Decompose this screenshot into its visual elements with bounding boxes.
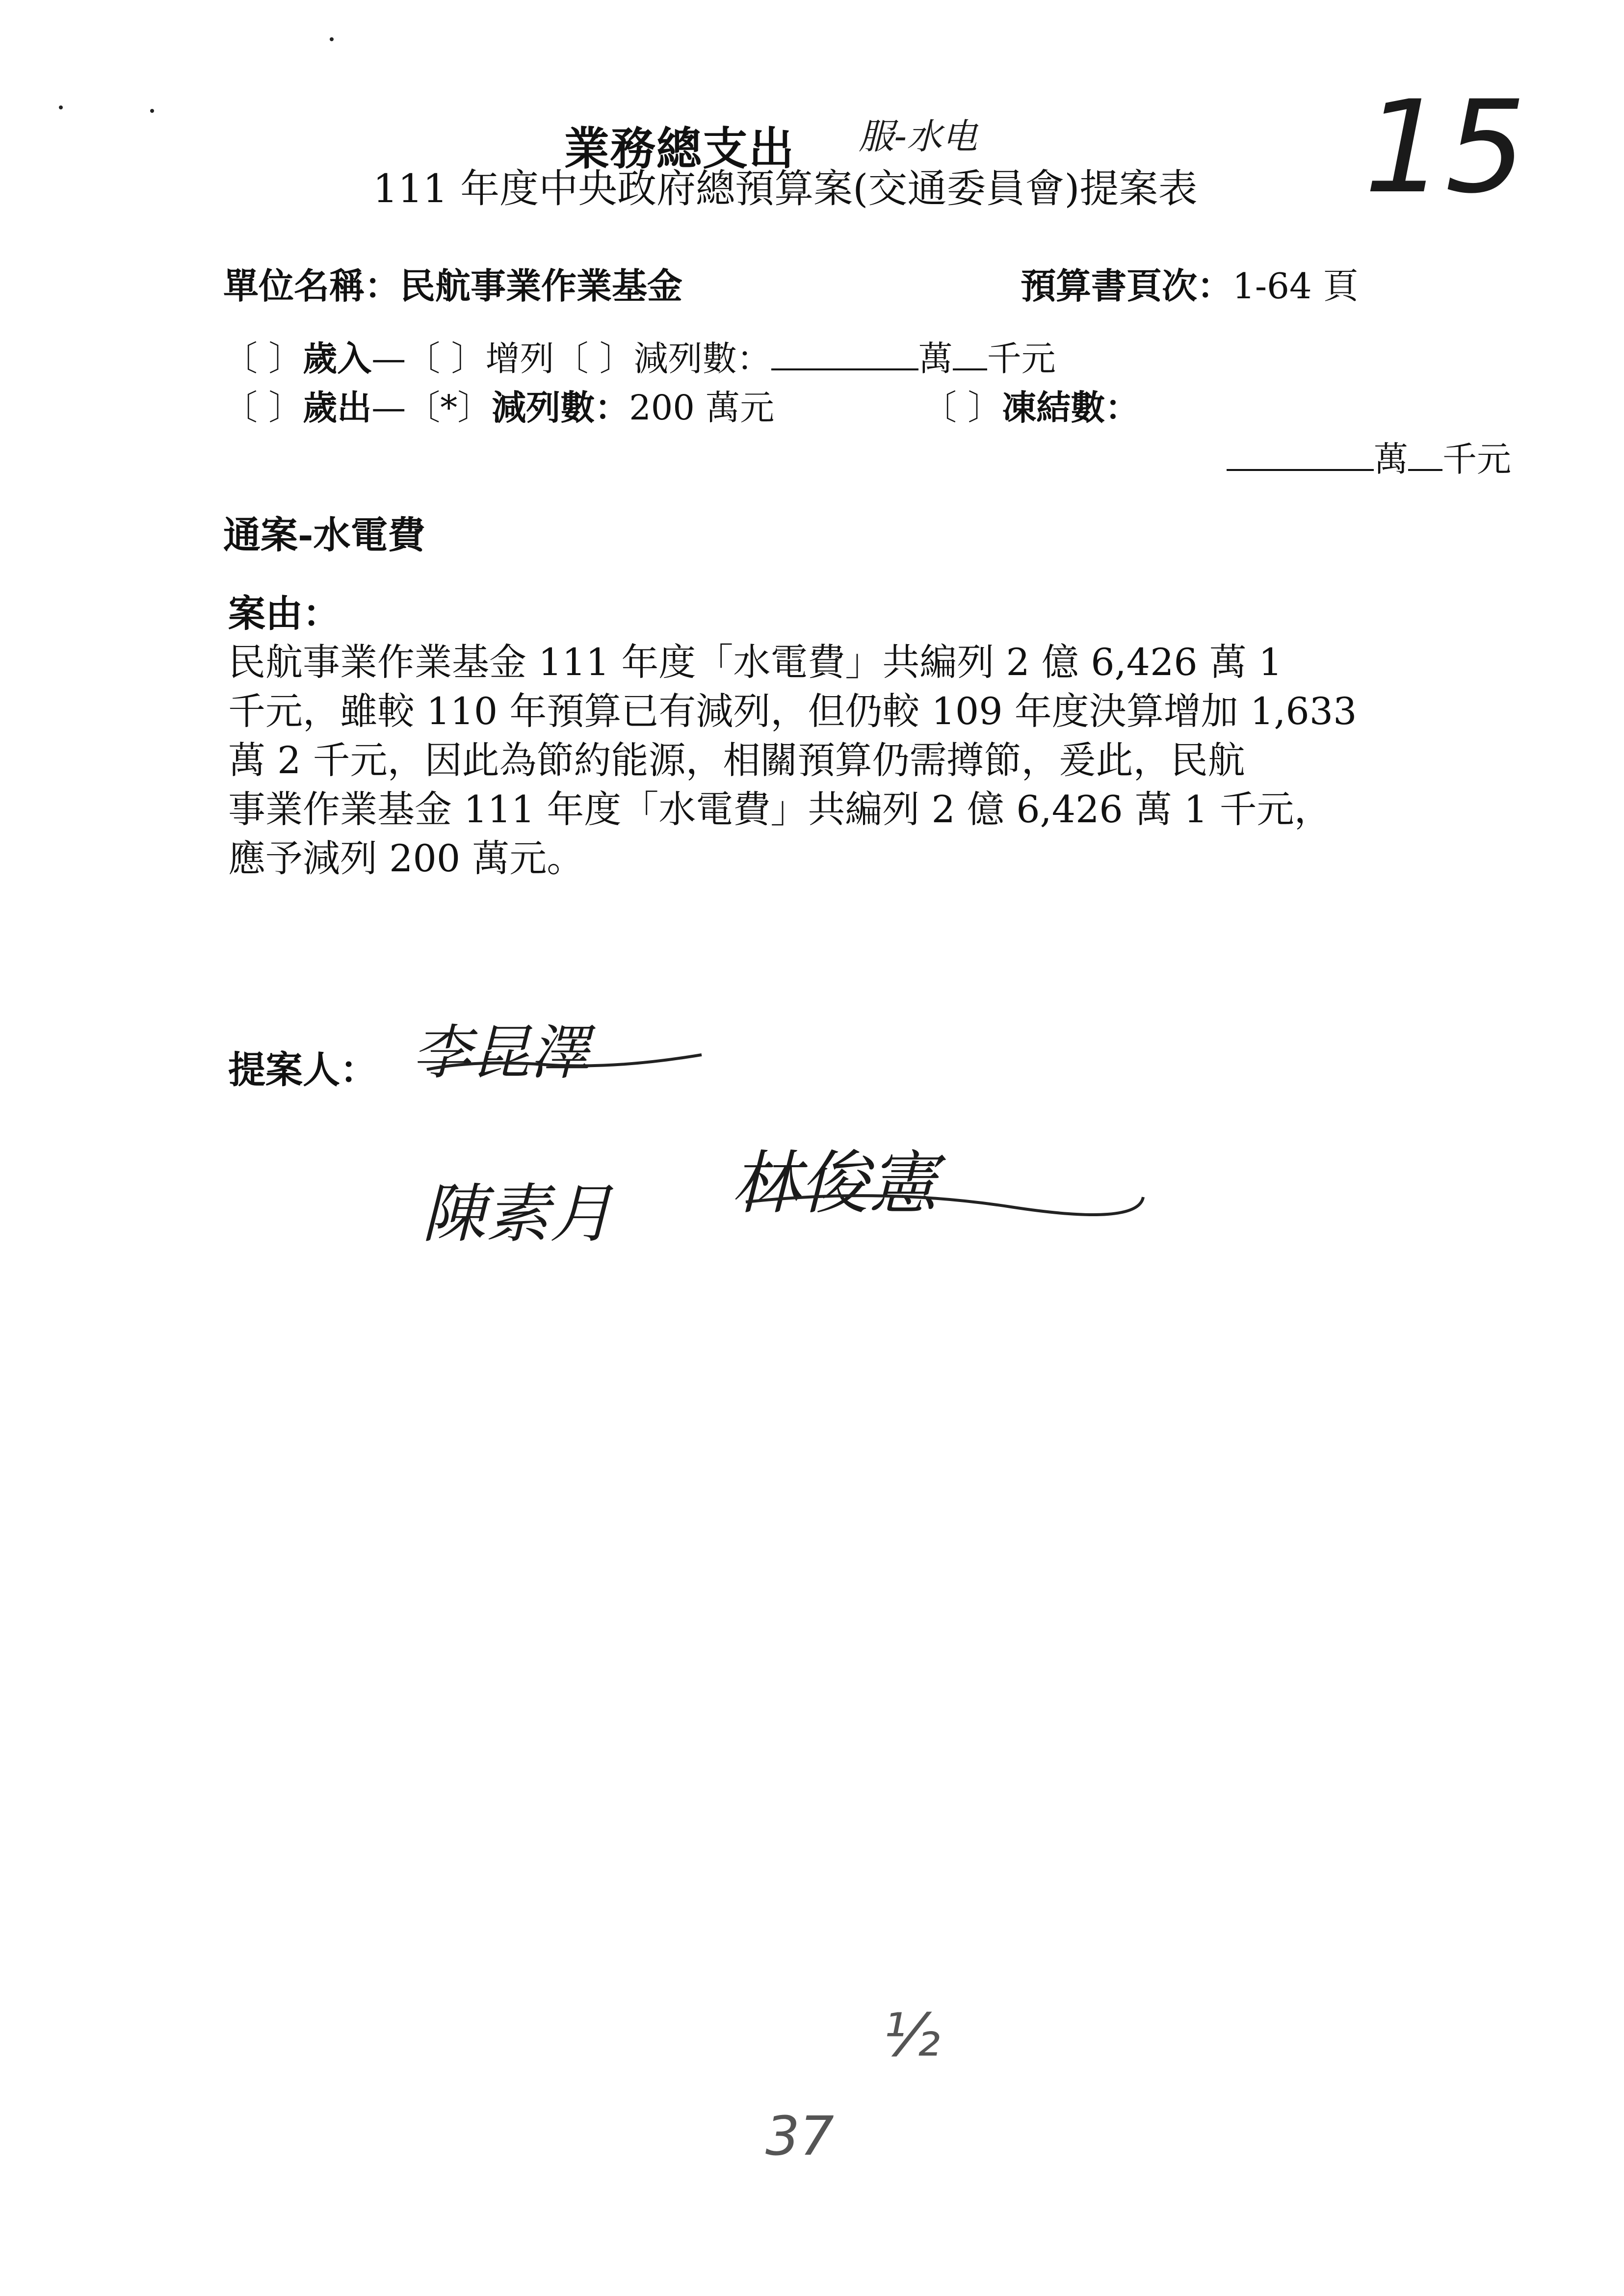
header-line1: 業務總支出 [564,122,795,175]
freeze-row [922,380,1139,430]
signature-stroke [736,1158,1153,1236]
proposer-label: 提案人： [228,1048,377,1092]
expense-cut-value: 200 萬元 [629,388,775,428]
reason-line: 事業作業基金 111 年度「水電費」共編列 2 億 6,426 萬 1 千元， [228,787,1332,831]
unit-value: 民航事業作業基金 [400,265,683,307]
scan-speck [330,37,334,41]
signature: 陳素月 [422,1176,614,1251]
handwritten-number: 37 [765,2105,834,2167]
budget-page-value: 1-64 頁 [1232,265,1359,307]
freeze-qianyuan-label: 千元 [1442,439,1511,479]
decrease-checkbox: 〔 〕 [554,339,634,379]
signature-stroke [417,1011,711,1109]
freeze-wan-label: 萬 [1374,439,1408,479]
scan-speck [59,105,63,109]
reason-body [228,638,1440,883]
expense-dash: — [371,388,406,428]
handwritten-fraction: ½ [883,2002,941,2070]
freeze-checkbox: 〔 〕 [922,388,1002,428]
budget-page-row [1021,258,1359,309]
amount-blank-small [953,368,987,370]
handwritten-page-number: 15 [1364,74,1526,222]
reason-line: 應予減列 200 萬元。 [228,836,584,880]
signature: 李昆澤 [412,1019,589,1087]
freeze-amount-blank-small [1408,469,1442,471]
reason-line: 千元，雖較 110 年預算已有減列，但仍較 109 年度決算增加 1,633 [228,689,1357,733]
expense-cut-checkbox: 〔*〕 [406,388,492,428]
wan-label: 萬 [918,339,953,379]
freeze-label: 凍結數： [1002,387,1140,428]
case-title: 通案-水電費 [223,513,425,557]
freeze-amount-row [1227,432,1511,481]
increase-label: 增列 [485,339,554,379]
unit-row [223,258,682,309]
decrease-label: 減列數： [633,339,771,379]
reason-label: 案由： [228,592,340,635]
reason-line: 民航事業作業基金 111 年度「水電費」共編列 2 億 6,426 萬 1 [228,640,1283,684]
scan-speck [150,109,154,113]
expense-checkbox: 〔 〕 [223,388,303,428]
budget-page-label: 預算書頁次： [1021,265,1233,307]
reason-line: 萬 2 千元，因此為節約能源，相關預算仍需撙節，爰此，民航 [228,738,1245,782]
expense-cut-label: 減列數： [492,387,629,428]
page-title: 111 年度中央政府總預算案(交通委員會)提案表 [373,166,1198,211]
income-row [223,331,1056,381]
qianyuan-label: 千元 [987,339,1056,379]
signature: 林俊憲 [731,1144,938,1224]
amount-blank [771,368,918,370]
income-checkbox: 〔 〕 [223,339,303,379]
expense-row [223,380,774,430]
expense-label: 歲出 [303,387,372,428]
income-label: 歲入 [303,338,372,379]
handwritten-note: 服-水电 [859,116,977,157]
increase-checkbox: 〔 〕 [406,339,486,379]
income-dash: — [371,339,406,379]
freeze-amount-blank [1227,469,1374,471]
unit-label: 單位名稱： [223,265,400,307]
